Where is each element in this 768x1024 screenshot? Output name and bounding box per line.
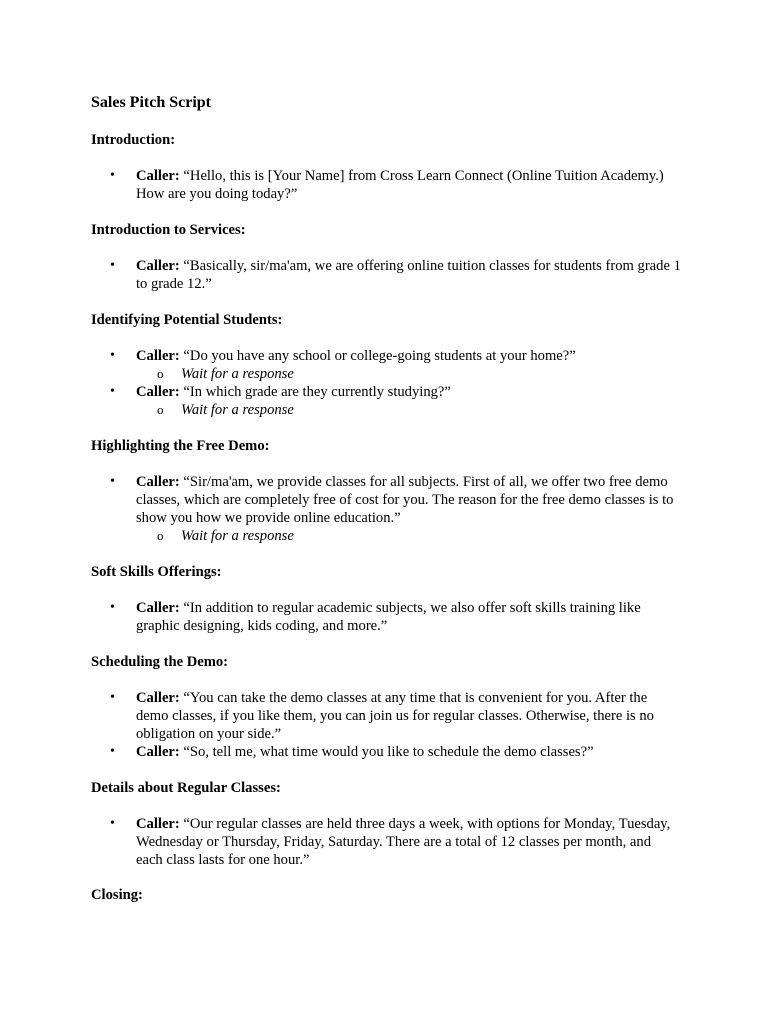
- caller-label: Caller:: [136, 744, 180, 760]
- bullet-icon: •: [110, 690, 115, 705]
- sub-bullet-icon: o: [157, 366, 164, 381]
- sub-bullet-icon: o: [157, 402, 164, 417]
- heading-free-demo: Highlighting the Free Demo:: [91, 438, 270, 454]
- caller-label: Caller:: [136, 474, 180, 490]
- heading-regular-classes: Details about Regular Classes:: [91, 780, 281, 796]
- bullet-icon: •: [110, 816, 115, 831]
- caller-label: Caller:: [136, 690, 180, 706]
- sub-bullet-icon: o: [157, 528, 164, 543]
- caller-label: Caller:: [136, 168, 180, 184]
- bullet-icon: •: [110, 600, 115, 615]
- script-text: “Our regular classes are held three days a week, with options for Monday, Tuesday, Wednesday or Thursday, Friday, Saturday. There are a total of 12 classes per month, and each class lasts for one hour.”: [136, 816, 671, 868]
- script-text: “In addition to regular academic subjects, we also offer soft skills training like graphic designing, kids coding, and more.”: [136, 600, 641, 634]
- script-text: “In which grade are they currently studying?”: [183, 384, 451, 400]
- script-line: [136, 743, 681, 761]
- heading-soft-skills: Soft Skills Offerings:: [91, 564, 222, 580]
- script-text: “Do you have any school or college-going students at your home?”: [183, 348, 576, 364]
- caller-label: Caller:: [136, 348, 180, 364]
- caller-label: Caller:: [136, 384, 180, 400]
- script-line: [136, 689, 681, 743]
- caller-label: Caller:: [136, 258, 180, 274]
- wait-note: Wait for a response: [181, 528, 294, 544]
- wait-note: Wait for a response: [181, 366, 294, 382]
- script-text: “Sir/ma'am, we provide classes for all subjects. First of all, we offer two free demo classes, which are completely free of cost for you. The reason for the free demo classes is to show you how we provide online education.”: [136, 474, 674, 526]
- wait-note: Wait for a response: [181, 402, 294, 418]
- bullet-icon: •: [110, 384, 115, 399]
- caller-label: Caller:: [136, 816, 180, 832]
- script-line: [136, 473, 681, 527]
- script-line: [136, 815, 681, 869]
- bullet-icon: •: [110, 258, 115, 273]
- script-text: “Basically, sir/ma'am, we are offering online tuition classes for students from grade 1 to grade 12.”: [136, 258, 681, 292]
- bullet-icon: •: [110, 168, 115, 183]
- script-line: [136, 257, 681, 293]
- script-line: [136, 347, 681, 365]
- script-line: [136, 599, 681, 635]
- bullet-icon: •: [110, 474, 115, 489]
- caller-label: Caller:: [136, 600, 180, 616]
- heading-identifying: Identifying Potential Students:: [91, 312, 283, 328]
- script-text: “Hello, this is [Your Name] from Cross Learn Connect (Online Tuition Academy.) How are you doing today?”: [136, 168, 664, 202]
- script-line: [136, 167, 681, 203]
- script-text: “You can take the demo classes at any time that is convenient for you. After the demo classes, if you like them, you can join us for regular classes. Otherwise, there is no obligation on your side.”: [136, 690, 654, 742]
- script-line: [136, 383, 681, 401]
- bullet-icon: •: [110, 744, 115, 759]
- heading-introduction: Introduction:: [91, 132, 176, 148]
- heading-services: Introduction to Services:: [91, 222, 246, 238]
- document-title: Sales Pitch Script: [91, 94, 211, 111]
- bullet-icon: •: [110, 348, 115, 363]
- heading-closing: Closing:: [91, 887, 143, 903]
- heading-scheduling: Scheduling the Demo:: [91, 654, 229, 670]
- script-text: “So, tell me, what time would you like to schedule the demo classes?”: [183, 744, 594, 760]
